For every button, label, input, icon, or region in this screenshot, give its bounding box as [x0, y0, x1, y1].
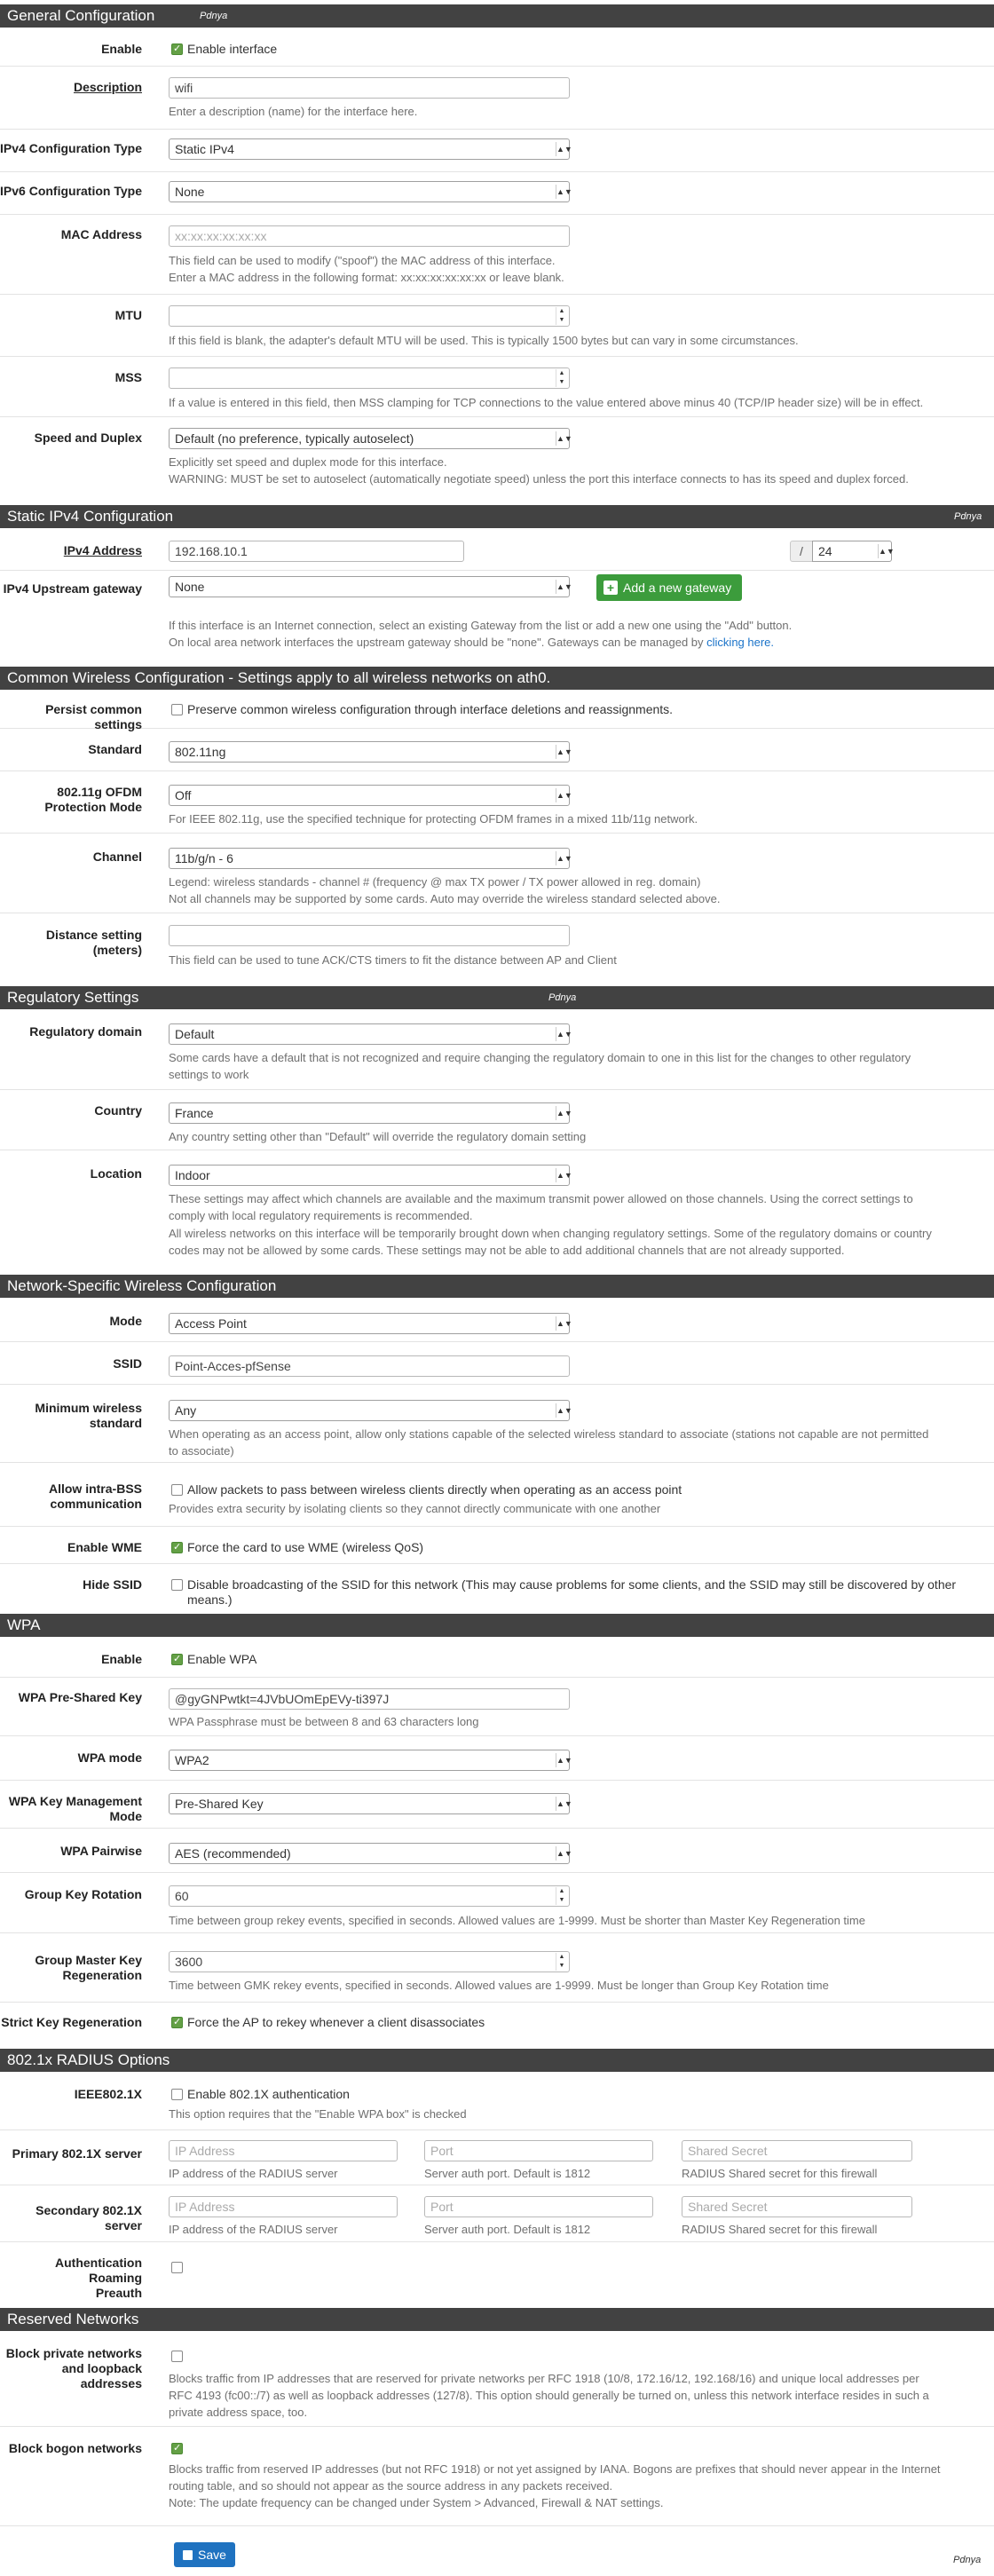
row-group-rotation	[0, 1873, 994, 1933]
field-label: Strict Key Regeneration	[1, 2015, 142, 2029]
row-mss	[0, 357, 994, 417]
help-text: When operating as an access point, allow only stations capable of the selected wireless standard to associate (stations not capable are not permitted	[169, 1427, 929, 1441]
field-label: MSS	[114, 370, 142, 384]
chevron-down-icon: ▲▼	[556, 851, 567, 865]
row-min-standard	[0, 1385, 994, 1463]
chevron-down-icon: ▲▼	[556, 1753, 567, 1767]
chevron-down-icon: ▲▼	[556, 431, 567, 446]
watermark: Pdnya	[200, 11, 228, 21]
help-text: settings to work	[169, 1068, 249, 1081]
distance-input[interactable]	[169, 925, 570, 946]
description-input[interactable]: wifi	[169, 77, 570, 99]
field-label: Distance setting (meters)	[45, 928, 142, 957]
plus-icon: +	[604, 581, 618, 595]
spinner-icon[interactable]: ▲ ▼	[556, 1887, 567, 1905]
field-label: Country	[94, 1103, 142, 1118]
section-header-network-wireless	[0, 1275, 994, 1298]
chevron-down-icon: ▲▼	[556, 580, 567, 594]
field-label: Primary 802.1X server	[12, 2146, 142, 2161]
min-standard-select[interactable]: Any ▲▼	[169, 1400, 570, 1421]
field-label: WPA Pre-Shared Key	[18, 1690, 142, 1704]
wpa-mode-select[interactable]: WPA2 ▲▼	[169, 1750, 570, 1771]
chevron-down-icon: ▲▼	[556, 1846, 567, 1861]
help-text: On local area network interfaces the upstream gateway should be "none". Gateways can be managed by clicking here.	[169, 636, 775, 649]
row-block-bogon	[0, 2427, 994, 2526]
checkbox-label: Enable interface	[187, 42, 278, 56]
field-label: Allow intra-BSS communication	[48, 1482, 142, 1511]
primary-secret-input[interactable]: Shared Secret	[682, 2140, 912, 2161]
section-title: Regulatory Settings	[7, 989, 139, 1006]
cidr-slash: /	[790, 541, 813, 562]
field-label: Regulatory domain	[29, 1024, 142, 1039]
group-rotation-input[interactable]: 60 ▲ ▼	[169, 1885, 570, 1907]
field-label: Speed and Duplex	[34, 431, 142, 445]
chevron-down-icon: ▲▼	[556, 185, 567, 199]
row-ofdm	[0, 771, 994, 834]
help-text: Any country setting other than "Default" will override the regulatory domain setting	[169, 1130, 587, 1143]
help-text: Explicitly set speed and duplex mode for this interface.	[169, 455, 447, 469]
field-label: Mode	[109, 1314, 142, 1328]
checkbox-label: Preserve common wireless configuration through interface deletions and reassignments.	[187, 702, 674, 716]
floppy-disk-icon	[183, 2550, 193, 2560]
help-text: This field can be used to modify ("spoof") the MAC address of this interface.	[169, 254, 556, 267]
help-text: Server auth port. Default is 1812	[424, 2167, 591, 2180]
chevron-down-icon: ▲▼	[556, 745, 567, 759]
help-text: WPA Passphrase must be between 8 and 63 characters long	[169, 1715, 479, 1728]
help-text: routing table, and so should not appear as the source address in any packets received.	[169, 2479, 613, 2493]
row-wme	[0, 1527, 994, 1564]
row-ipv4-gateway	[0, 571, 994, 656]
row-ieee8021x	[0, 2074, 994, 2130]
field-label: Group Key Rotation	[24, 1887, 142, 1901]
ieee8021x-checkbox[interactable]	[171, 2089, 183, 2100]
field-label: WPA Pairwise	[60, 1844, 142, 1858]
help-text: If this interface is an Internet connection, select an existing Gateway from the list or add a new one using the "Add" button.	[169, 619, 793, 632]
secondary-secret-input[interactable]: Shared Secret	[682, 2196, 912, 2217]
help-text: Some cards have a default that is not recognized and require changing the regulatory domain to one in this list for the changes to other regulatory	[169, 1051, 911, 1064]
row-persist	[0, 691, 994, 729]
field-label: IPv4 Configuration Type	[0, 141, 142, 155]
save-button[interactable]: Save	[174, 2542, 235, 2567]
help-text: Provides extra security by isolating clients so they cannot directly communicate with one another	[169, 1502, 661, 1515]
row-psk	[0, 1678, 994, 1736]
watermark: Pdnya	[953, 2555, 982, 2565]
help-text: RFC 4193 (fc00::/7) as well as loopback addresses (127/8). This option should generally be turned on, unless this network interface resides in such a	[169, 2389, 929, 2402]
help-text: Legend: wireless standards - channel # (frequency @ max TX power / TX power allowed in reg. domain)	[169, 875, 701, 889]
checkbox-label: Enable 802.1X authentication	[187, 2087, 350, 2101]
help-text: codes may not be allowed by some cards. These settings may not be able to add additional channels that are not already supported.	[169, 1244, 845, 1257]
field-label: WPA mode	[77, 1750, 142, 1765]
help-text: For IEEE 802.11g, use the specified technique for protecting OFDM frames in a mixed 11b/11g network.	[169, 812, 698, 826]
regulatory-domain-select[interactable]: Default ▲▼	[169, 1023, 570, 1045]
mac-address-input[interactable]: xx:xx:xx:xx:xx:xx	[169, 225, 570, 247]
field-label: IPv4 Upstream gateway	[3, 581, 142, 596]
row-ipv6-type	[0, 172, 994, 215]
roaming-preauth-checkbox[interactable]	[171, 2262, 183, 2273]
chevron-down-icon: ▲▼	[556, 1797, 567, 1811]
wme-checkbox[interactable]	[171, 1542, 183, 1553]
help-text: IP address of the RADIUS server	[169, 2223, 338, 2236]
help-text: private address space, too.	[169, 2406, 308, 2419]
help-text: Enter a MAC address in the following format: xx:xx:xx:xx:xx:xx or leave blank.	[169, 271, 564, 284]
section-header-regulatory	[0, 986, 994, 1009]
channel-select[interactable]: 11b/g/n - 6 ▲▼	[169, 848, 570, 869]
ipv4-address-input[interactable]: 192.168.10.1	[169, 541, 464, 562]
section-title: General Configuration	[7, 7, 155, 24]
help-text: Enter a description (name) for the interface here.	[169, 105, 418, 118]
ipv4-type-select[interactable]: Static IPv4 ▲▼	[169, 138, 570, 160]
psk-input[interactable]: @gyGNPwtkt=4JVbUOmEpEVy-ti397J	[169, 1688, 570, 1710]
chevron-down-icon: ▲▼	[556, 1316, 567, 1331]
cidr-select[interactable]: 24 ▲▼	[812, 541, 892, 562]
persist-settings-checkbox[interactable]	[171, 704, 183, 715]
row-speed	[0, 417, 994, 495]
row-roaming	[0, 2242, 994, 2300]
section-title: Common Wireless Configuration - Settings apply to all wireless networks on ath0.	[7, 669, 551, 686]
field-label: Group Master Key Regeneration	[35, 1953, 142, 1982]
chevron-down-icon: ▲▼	[556, 1027, 567, 1041]
section-header-static-ipv4	[0, 505, 994, 528]
field-label: Authentication Roaming Preauth	[55, 2256, 142, 2300]
row-strict-regen	[0, 2003, 994, 2040]
master-regen-input[interactable]: 3600 ▲ ▼	[169, 1951, 570, 1972]
field-label: Block bogon networks	[8, 2441, 142, 2455]
row-description	[0, 67, 994, 130]
mtu-input[interactable]	[169, 305, 570, 327]
help-text: comply with local regulatory requirements is recommended.	[169, 1209, 473, 1222]
help-text: Note: The update frequency can be changed under System > Advanced, Firewall & NAT settings.	[169, 2496, 664, 2509]
row-channel	[0, 834, 994, 913]
row-standard	[0, 729, 994, 771]
row-location	[0, 1150, 994, 1262]
checkbox-label: Disable broadcasting of the SSID for this network (This may cause problems for some clients, and the SSID may still be discovered by other means.)	[187, 1577, 957, 1607]
section-header-wireless-common	[0, 667, 994, 690]
block-private-checkbox[interactable]	[171, 2351, 183, 2362]
help-text: RADIUS Shared secret for this firewall	[682, 2223, 878, 2236]
row-intra-bss	[0, 1463, 994, 1527]
row-wpa-mode	[0, 1736, 994, 1781]
help-text: Time between GMK rekey events, specified in seconds. Allowed values are 1-9999. Must be longer than Group Key Rotation time	[169, 1979, 829, 1992]
spinner-icon[interactable]: ▲ ▼	[556, 369, 567, 387]
ssid-input[interactable]: Point-Acces-pfSense	[169, 1355, 570, 1377]
spinner-icon[interactable]: ▲ ▼	[556, 1953, 567, 1971]
field-label: WPA Key Management Mode	[8, 1794, 142, 1823]
help-text: Not all channels may be supported by some cards. Auto may override the wireless standard selected above.	[169, 892, 721, 905]
add-gateway-button[interactable]: + Add a new gateway	[596, 574, 742, 601]
field-label: Standard	[88, 742, 142, 756]
watermark: Pdnya	[548, 992, 577, 1003]
row-master-regen	[0, 1933, 994, 2003]
pairwise-select[interactable]: AES (recommended) ▲▼	[169, 1843, 570, 1864]
row-hide-ssid	[0, 1564, 994, 1607]
help-text: If this field is blank, the adapter's default MTU will be used. This is typically 1500 bytes but can vary in some circumstances.	[169, 334, 799, 347]
help-text: IP address of the RADIUS server	[169, 2167, 338, 2180]
row-country	[0, 1090, 994, 1150]
spinner-icon[interactable]: ▲ ▼	[556, 307, 567, 325]
field-label: MTU	[114, 308, 142, 322]
help-text: These settings may affect which channels are available and the maximum transmit power allowed on those channels. Using the correct settings to	[169, 1192, 913, 1205]
intra-bss-checkbox[interactable]	[171, 1484, 183, 1496]
field-label: MAC Address	[60, 227, 142, 241]
manage-gateways-link[interactable]: clicking here.	[706, 636, 775, 649]
help-text: All wireless networks on this interface will be temporarily brought down when changing regulatory settings. Some of the regulatory domains or country	[169, 1227, 932, 1240]
help-text: Time between group rekey events, specified in seconds. Allowed values are 1-9999. Must be shorter than Master Key Regeneration time	[169, 1914, 865, 1927]
row-pairwise	[0, 1829, 994, 1873]
field-label: Secondary 802.1X server	[36, 2203, 142, 2232]
chevron-down-icon: ▲▼	[556, 142, 567, 156]
row-mtu	[0, 295, 994, 357]
field-label: Enable	[101, 42, 142, 56]
chevron-down-icon: ▲▼	[556, 1106, 567, 1120]
chevron-down-icon: ▲▼	[556, 1403, 567, 1418]
checkbox-label: Enable WPA	[187, 1652, 257, 1666]
row-enable	[0, 29, 994, 67]
chevron-down-icon: ▲▼	[556, 788, 567, 802]
row-ipv4-address	[0, 530, 994, 571]
checkbox-label: Force the card to use WME (wireless QoS)	[187, 1540, 424, 1554]
row-ipv4-type	[0, 130, 994, 172]
primary-ip-input[interactable]: IP Address	[169, 2140, 398, 2161]
ofdm-protection-select[interactable]: Off ▲▼	[169, 785, 570, 806]
section-title: Static IPv4 Configuration	[7, 508, 174, 525]
section-header-reserved	[0, 2308, 994, 2331]
section-header-wpa	[0, 1614, 994, 1637]
secondary-ip-input[interactable]: IP Address	[169, 2196, 398, 2217]
field-label: Channel	[92, 849, 142, 864]
section-title: Network-Specific Wireless Configuration	[7, 1277, 277, 1294]
row-block-private	[0, 2333, 994, 2427]
enable-wpa-checkbox[interactable]	[171, 1654, 183, 1665]
key-management-select[interactable]: Pre-Shared Key ▲▼	[169, 1793, 570, 1814]
field-label: 802.11g OFDM Protection Mode	[44, 785, 142, 814]
section-header-radius	[0, 2049, 994, 2072]
help-text: to associate)	[169, 1444, 234, 1458]
row-reg-domain	[0, 1011, 994, 1090]
row-ssid	[0, 1342, 994, 1385]
speed-duplex-select[interactable]: Default (no preference, typically autoselect) ▲▼	[169, 428, 570, 449]
row-mode	[0, 1300, 994, 1342]
field-label: Description	[73, 80, 142, 94]
secondary-port-input[interactable]: Port	[424, 2196, 653, 2217]
field-label: IPv6 Configuration Type	[0, 184, 142, 198]
row-distance	[0, 913, 994, 974]
country-select[interactable]: France ▲▼	[169, 1102, 570, 1124]
field-label: Hide SSID	[83, 1577, 142, 1592]
watermark: Pdnya	[954, 511, 982, 522]
field-label: IPv4 Address	[63, 543, 142, 557]
field-label: Persist common settings	[45, 702, 142, 731]
mode-select[interactable]: Access Point ▲▼	[169, 1313, 570, 1334]
section-title: 802.1x RADIUS Options	[7, 2051, 170, 2068]
checkbox-label: Force the AP to rekey whenever a client disassociates	[187, 2015, 485, 2029]
field-label: Enable	[101, 1652, 142, 1666]
hide-ssid-checkbox[interactable]	[171, 1579, 183, 1591]
mss-input[interactable]	[169, 367, 570, 389]
primary-port-input[interactable]: Port	[424, 2140, 653, 2161]
field-label: Block private networks and loopback addresses	[5, 2346, 142, 2390]
section-title: WPA	[7, 1616, 41, 1633]
row-mac	[0, 215, 994, 295]
enable-interface-checkbox[interactable]	[171, 43, 183, 55]
checkbox-label: Allow packets to pass between wireless clients directly when operating as an access point	[187, 1482, 682, 1497]
row-wpa-enable	[0, 1639, 994, 1678]
block-bogon-checkbox[interactable]	[171, 2443, 183, 2454]
help-text: Blocks traffic from IP addresses that are reserved for private networks per RFC 1918 (10/8, 172.16/12, 192.168/16) and unique local addresses per	[169, 2372, 919, 2385]
chevron-down-icon: ▲▼	[878, 544, 889, 558]
row-key-mgmt	[0, 1781, 994, 1829]
field-label: Minimum wireless standard	[35, 1401, 142, 1430]
section-header-general	[0, 4, 994, 28]
ipv6-type-select[interactable]: None ▲▼	[169, 181, 570, 202]
standard-select[interactable]: 802.11ng ▲▼	[169, 741, 570, 763]
field-label: Enable WME	[67, 1540, 142, 1554]
help-text: This field can be used to tune ACK/CTS timers to fit the distance between AP and Client	[169, 953, 617, 967]
help-text: If a value is entered in this field, then MSS clamping for TCP connections to the value entered above minus 40 (TCP/IP header size) will be in effect.	[169, 396, 924, 409]
strict-regen-checkbox[interactable]	[171, 2017, 183, 2028]
section-title: Reserved Networks	[7, 2311, 139, 2327]
help-text: Server auth port. Default is 1812	[424, 2223, 591, 2236]
field-label: SSID	[113, 1356, 142, 1371]
help-text: This option requires that the "Enable WPA box" is checked	[169, 2107, 467, 2121]
field-label: Location	[90, 1166, 142, 1181]
help-text: RADIUS Shared secret for this firewall	[682, 2167, 878, 2180]
chevron-down-icon: ▲▼	[556, 1168, 567, 1182]
help-text: Blocks traffic from reserved IP addresses (but not RFC 1918) or not yet assigned by IANA. Bogons are prefixes that should never appear in the Internet	[169, 2462, 941, 2476]
row-primary-radius	[0, 2130, 994, 2185]
help-text: WARNING: MUST be set to autoselect (automatically negotiate speed) unless the port this interface connects to has its speed and duplex forced.	[169, 472, 909, 486]
location-select[interactable]: Indoor ▲▼	[169, 1165, 570, 1186]
row-secondary-radius	[0, 2185, 994, 2242]
gateway-select[interactable]: None ▲▼	[169, 576, 570, 597]
field-label: IEEE802.1X	[74, 2087, 142, 2101]
